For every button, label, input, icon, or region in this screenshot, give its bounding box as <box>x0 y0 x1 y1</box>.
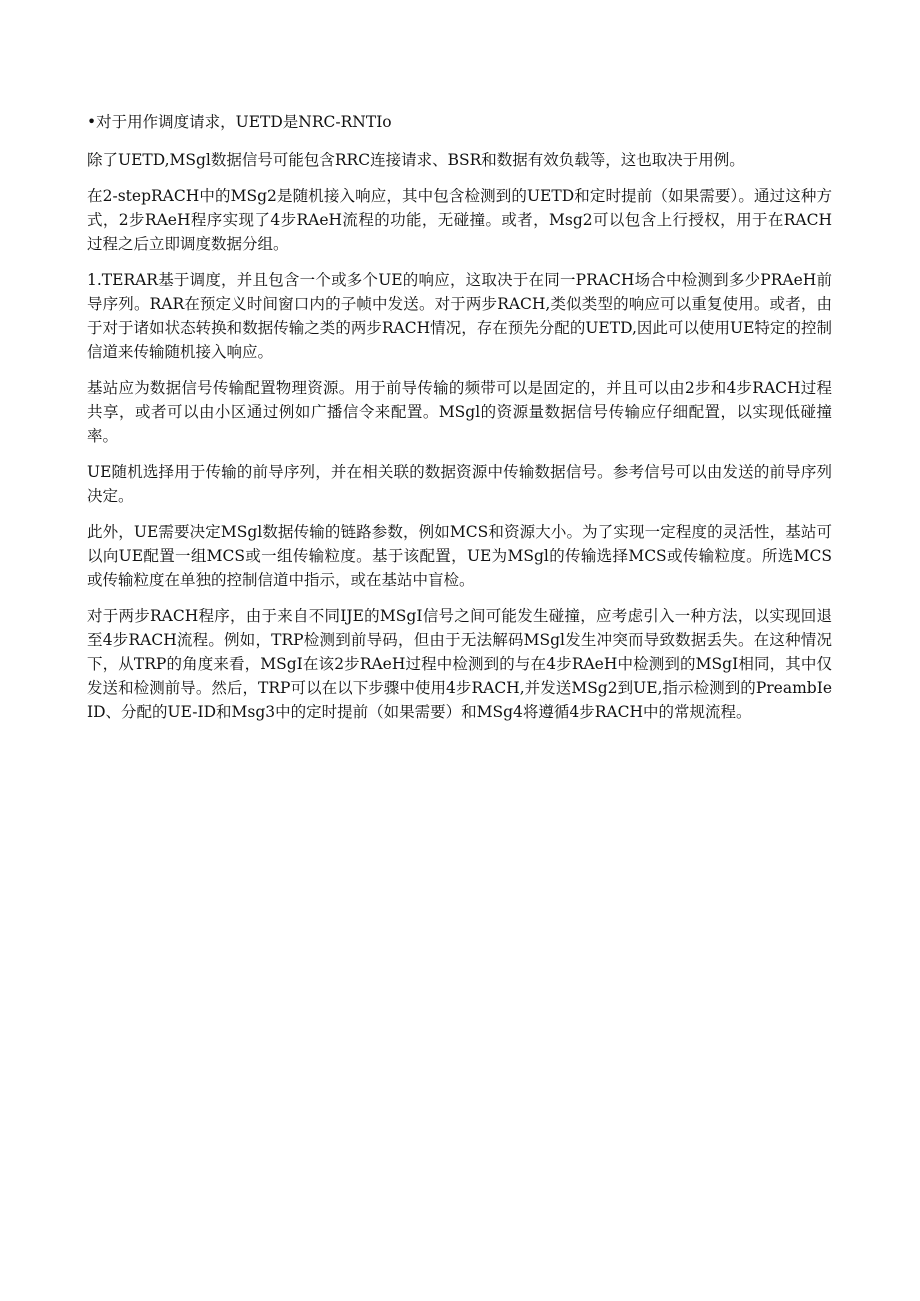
paragraph-fallback: 对于两步RACH程序，由于来自不同IJE的MSgI信号之间可能发生碰撞，应考虑引入一种方法，以实现回退至4步RACH流程。例如，TRP检测到前导码，但由于无法解码MSgl发生冲突而导致数据丢失。在这种情况下，从TRP的角度来看，MSgI在该2步RAeH过程中检测到的与在4步RAeH中检测到的MSgI相同，其中仅发送和检测前导。然后，TRP可以在以下步骤中使用4步RACH,并发送MSg2到UE,指示检测到的PreambIeID、分配的UE-ID和Msg3中的定时提前（如果需要）和MSg4将遵循4步RACH中的常规流程。 <box>87 607 832 721</box>
paragraph-sr-bullet: •对于用作调度请求，UETD是NRC-RNTIo <box>87 113 392 131</box>
paragraph-msg2-response: 在2-stepRACH中的MSg2是随机接入响应，其中包含检测到的UETD和定时提前（如果需要）。通过这种方式，2步RAeH程序实现了4步RAeH流程的功能，无碰撞。或者，Msg2可以包含上行授权，用于在RACH过程之后立即调度数据分组。 <box>87 187 832 253</box>
paragraph-ue-preamble-selection: UE随机选择用于传输的前导序列，并在相关联的数据资源中传输数据信号。参考信号可以由发送的前导序列决定。 <box>87 463 832 505</box>
paragraph-base-station-resources: 基站应为数据信号传输配置物理资源。用于前导传输的频带可以是固定的，并且可以由2步和4步RACH过程共享，或者可以由小区通过例如广播信令来配置。MSgl的资源量数据信号传输应仔细配置，以实现低碰撞率。 <box>87 379 832 445</box>
paragraph-rar-scheduling: 1.TERAR基于调度，并且包含一个或多个UE的响应，这取决于在同一PRACH场合中检测到多少PRAeH前导序列。RAR在预定义时间窗口内的子帧中发送。对于两步RACH,类似类型的响应可以重复使用。或者，由于对于诸如状态转换和数据传输之类的两步RACH情况，存在预先分配的UETD,因此可以使用UE特定的控制信道来传输随机接入响应。 <box>87 271 832 361</box>
paragraph-link-parameters: 此外，UE需要决定MSgl数据传输的链路参数，例如MCS和资源大小。为了实现一定程度的灵活性，基站可以向UE配置一组MCS或一组传输粒度。基于该配置，UE为MSgl的传输选择MCS或传输粒度。所选MCS或传输粒度在单独的控制信道中指示，或在基站中盲检。 <box>87 523 832 589</box>
document-body <box>87 110 832 736</box>
paragraph-msg1-content: 除了UETD,MSgl数据信号可能包含RRC连接请求、BSR和数据有效负载等，这也取决于用例。 <box>87 151 745 169</box>
